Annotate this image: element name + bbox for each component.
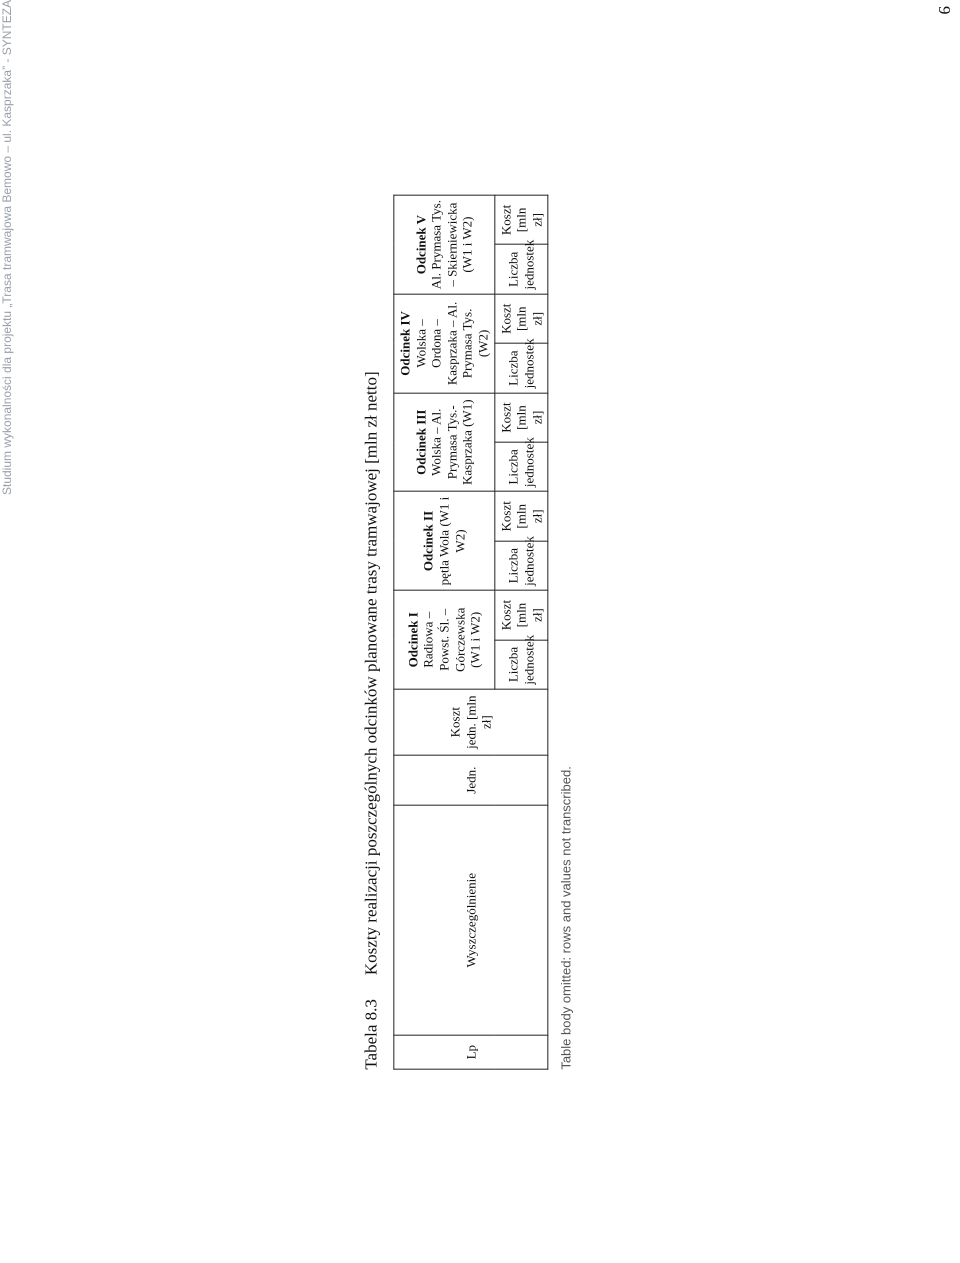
section-2-header [394, 491, 495, 590]
table-caption [361, 195, 381, 1070]
section-4-desc: Wolska – Ordona – Kasprzaka – Al. Prymasa Tys. (W2) [412, 301, 491, 385]
section-5-cost: Koszt [mln zł] [494, 195, 548, 244]
section-3-desc: Wolska – Al. Prymasa Tys.- Kasprzaka (W1) [428, 399, 475, 485]
document-side-note: Studium wykonalności dla projektu „Trasa tramwajowa Bemowo – ul. Kasprzaka” - SYNTEZA [0, 0, 14, 496]
section-4-header [394, 294, 495, 393]
section-5-desc: Al. Prymasa Tys. – Skierniewicka (W1 i W2) [428, 199, 475, 290]
section-2-count: Liczba jednostek [494, 541, 548, 590]
section-5-name: Odcinek V [412, 214, 428, 275]
table-caption-text: Koszty realizacji poszczególnych odcinków planowane trasy tramwajowej [mln zł netto] [361, 371, 381, 975]
section-4-count: Liczba jednostek [494, 343, 548, 392]
section-1-count: Liczba jednostek [494, 640, 548, 689]
section-2-cost: Koszt [mln zł] [494, 491, 548, 540]
section-2-name: Odcinek II [420, 510, 436, 571]
table-area [361, 195, 573, 1070]
section-2-desc: pętla Wola (W1 i W2) [436, 496, 467, 586]
section-1-desc: Radiowa – Powst. Śl. – Górczewska (W1 i W2) [420, 607, 483, 672]
column-lp: Lp [394, 1035, 548, 1069]
section-4-name: Odcinek IV [397, 310, 413, 376]
section-5-header [394, 195, 495, 294]
section-3-cost: Koszt [mln zł] [494, 393, 548, 442]
column-unit-cost: Koszt jedn. [mln zł] [394, 689, 548, 755]
section-1-cost: Koszt [mln zł] [494, 590, 548, 639]
table-caption-label: Tabela 8.3 [361, 998, 381, 1070]
page-number: 9 [935, 6, 954, 15]
rotated-page [30, 16, 905, 1248]
omitted-body-notice: Table body omitted: rows and values not transcribed. [558, 765, 574, 1070]
section-1-name: Odcinek I [405, 611, 421, 668]
section-4-cost: Koszt [mln zł] [494, 294, 548, 343]
section-3-count: Liczba jednostek [494, 442, 548, 491]
cost-table-header [393, 195, 548, 1070]
section-3-name: Odcinek III [412, 409, 428, 475]
section-1-header [394, 590, 495, 689]
column-unit: Jedn. [394, 755, 548, 805]
column-item: Wyszczególnienie [394, 805, 548, 1035]
section-3-header [394, 393, 495, 492]
section-5-count: Liczba jednostek [494, 244, 548, 293]
